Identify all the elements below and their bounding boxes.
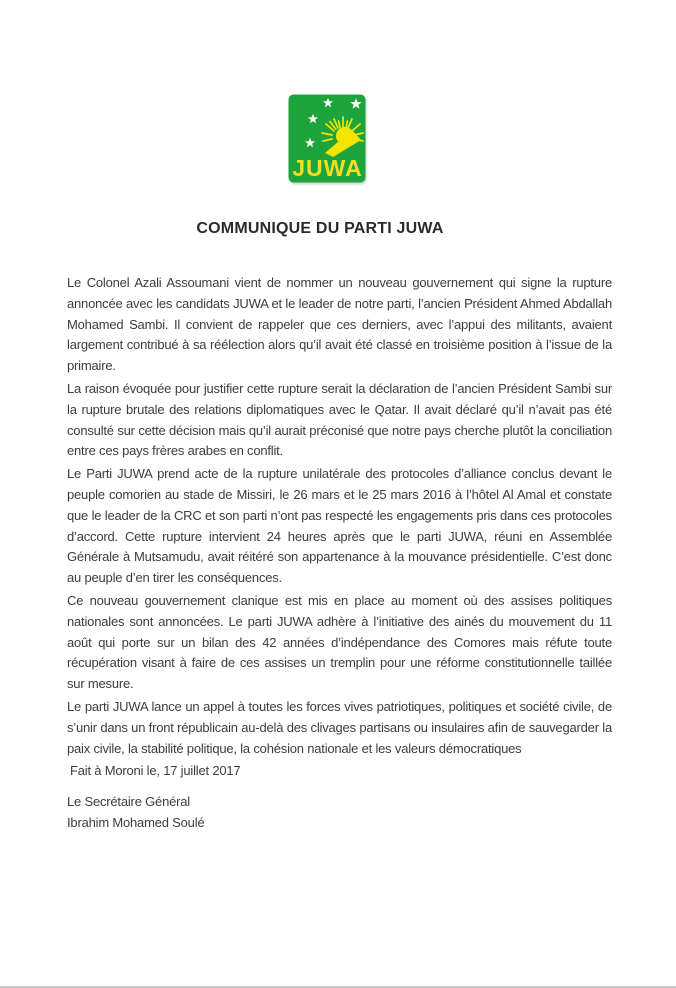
juwa-logo-graphic [288, 94, 366, 183]
signatory-title: Le Secrétaire Général [67, 794, 190, 810]
paragraph-3: Le Parti JUWA prend acte de la rupture unilatérale des protocoles d’alliance conclus devant le peuple comorien au stade de Missiri, le 26 mars et le 25 mars 2016 à l’hôtel Al Amal et constate que le leader de la CRC et son parti n’ont pas respecté les engagements pris dans ces protocoles d’accord. Cette rupture intervient 24 heures après que le parti JUWA, réuni en Assemblée Générale à Mutsamudu, avait réitéré son appartenance à la mouvance présidentielle. C’est donc au peuple d’en tirer les conséquences. [67, 466, 612, 586]
paragraph-2: La raison évoquée pour justifier cette rupture serait la déclaration de l’ancien Président Sambi sur la rupture brutale des relations diplomatiques avec le Qatar. Il avait déclaré qu’il n’avait pas été consulté sur cette décision mais qu’il aurait préconisé que notre pays cherche plutôt la conciliation entre ces pays frères arabes en conflit. [67, 380, 612, 459]
communique-title: COMMUNIQUE DU PARTI JUWA [196, 220, 444, 237]
paragraph-4: Ce nouveau gouvernement clanique est mis en place au moment où des assises politiques nationales sont annoncées. Le parti JUWA adhère à l’initiative des ainés du mouvement du 11 août qui porte sur un bilan des 42 années d’indépendance des Comores mais réfute toute récupération visant à faire de ces assises un tremplin pour une réforme constitutionnelle taillée sur mesure. [67, 592, 612, 692]
signatory-name: Ibrahim Mohamed Soulé [67, 814, 205, 830]
juwa-party-logo [288, 94, 366, 183]
communique-body [67, 273, 612, 834]
paragraph-5: Le parti JUWA lance un appel à toutes les forces vives patriotiques, politiques et société civile, de s’unir dans un front républicain au-delà des clivages partisans ou insulaires afin de sauvegarder la paix civile, la stabilité politique, la cohésion nationale et les valeurs démocratiques [67, 698, 612, 756]
date-place-line: Fait à Moroni le, 17 juillet 2017 [70, 763, 241, 779]
logo-wordmark: JUWA [292, 155, 363, 181]
paragraph-1: Le Colonel Azali Assoumani vient de nommer un nouveau gouvernement qui signe la rupture annoncée avec les candidats JUWA et le leader de notre parti, l’ancien Président Ahmed Abdallah Mohamed Sambi. Il convient de rappeler que ces derniers, avec l’appui des militants, avaient largement contribué à sa réélection alors qu’il avait été classé en troisième position à l’issue de la primaire. [67, 275, 612, 374]
